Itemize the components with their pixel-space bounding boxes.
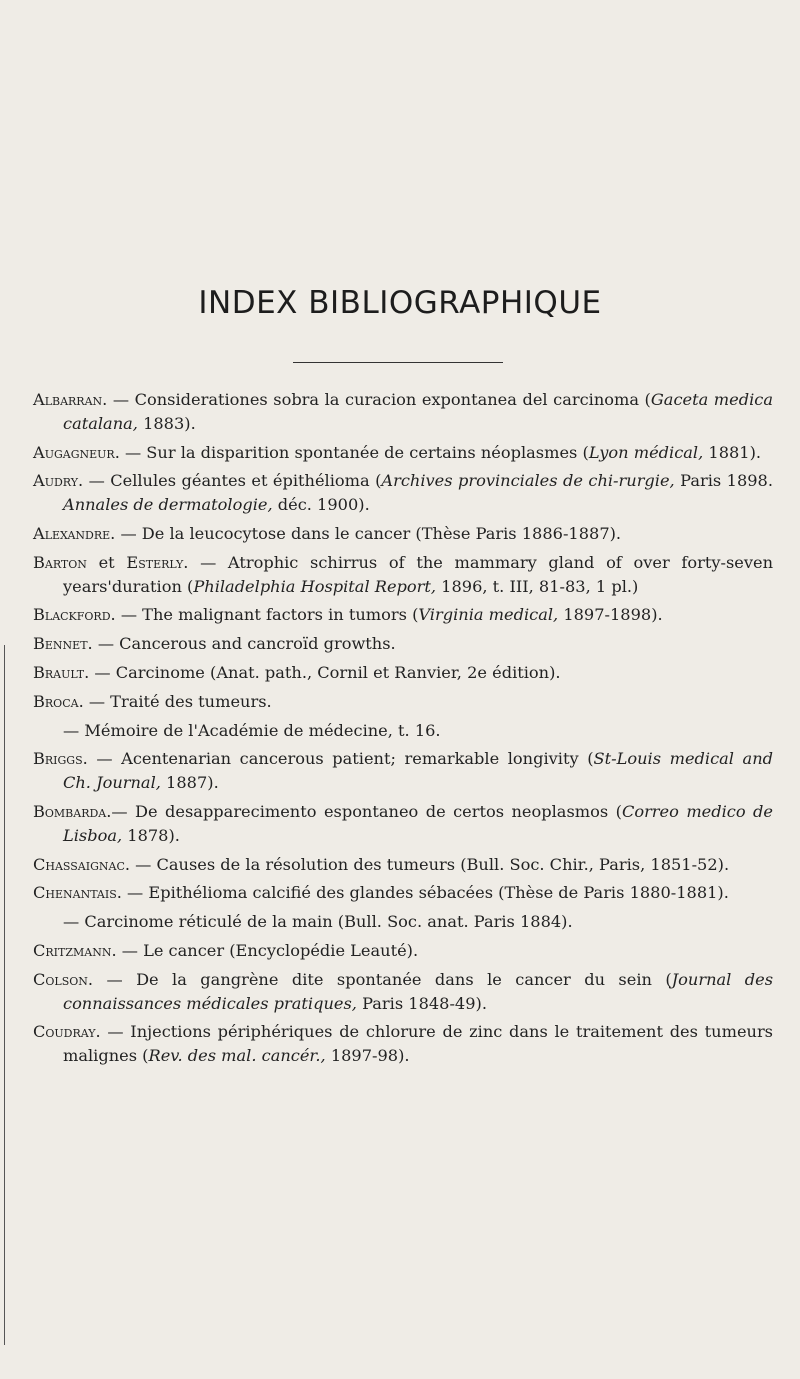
bibliography-entry [33, 881, 773, 905]
entry-text: . — De la leucocytose dans le cancer (Thèse Paris 1886-1887). [110, 523, 622, 543]
entry-text: et [86, 552, 127, 572]
entry-author: Augagneur [33, 442, 115, 462]
entry-text: 1878). [122, 825, 180, 845]
entry-text: — Mémoire de l'Académie de médecine, t. 16. [63, 720, 441, 740]
entry-author: Chenantais [33, 883, 117, 903]
bibliography-entry [33, 551, 773, 599]
entry-text: — Carcinome réticulé de la main (Bull. Soc. anat. Paris 1884). [63, 912, 573, 932]
entry-author: Blackford [33, 605, 111, 625]
entry-text: . — Sur la disparition spontanée de certains néoplasmes ( [114, 442, 589, 462]
entry-source: Journal des connaissances médicales pratiques, [63, 969, 773, 1013]
entry-source: Philadelphia Hospital Report, [193, 576, 437, 596]
entry-text: .— De desapparecimento espontaneo de certos neoplasmos ( [106, 801, 622, 821]
entry-text: 1881). [703, 442, 762, 462]
bibliography-entry [33, 690, 773, 714]
entry-text: . — Traité des tumeurs. [78, 691, 272, 711]
entry-author: Barton [33, 552, 87, 572]
entry-author: Coudray [33, 1022, 96, 1042]
entry-text: . — Le cancer (Encyclopédie Leauté). [111, 940, 419, 960]
bibliography-entry [33, 1020, 773, 1068]
bibliography-entry [33, 800, 773, 848]
entry-text: Paris 1898. [674, 471, 773, 491]
entry-text: 1896, t. III, 81-83, 1 pl.) [436, 576, 639, 596]
entry-source: Gaceta medica catalana, [63, 390, 773, 433]
entry-author: Audry [33, 471, 78, 491]
entry-text: 1883). [137, 413, 196, 433]
entry-author: Critzmann [33, 940, 112, 960]
entry-author: Chassaignac [33, 854, 125, 874]
bibliography-entry [33, 719, 773, 743]
entry-text: . — Acentenarian cancerous patient; remarkable longivity ( [82, 749, 594, 769]
entry-source: Virginia medical, [418, 605, 559, 625]
entry-source: Archives provinciales de chi-rurgie, [381, 471, 675, 491]
entry-source: Lyon médical, [588, 442, 704, 462]
entry-author: Bennet [33, 634, 88, 654]
entry-text: . — Atrophic schirrus of the mammary gland of over forty-seven years'duration ( [63, 552, 773, 596]
entry-text: . — De la gangrène dite spontanée dans le cancer du sein ( [87, 969, 672, 989]
entry-text: . — Considerationes sobra la curacion expontanea del carcinoma ( [102, 390, 651, 409]
bibliography-entry [33, 910, 773, 934]
entry-text: . — Epithélioma calcifié des glandes sébacées (Thèse de Paris 1880-1881). [116, 883, 729, 903]
entry-text: Paris 1848-49). [356, 993, 487, 1013]
entry-source: Correo medico de Lisboa, [63, 801, 773, 845]
entry-source: Annales de dermatologie, [63, 495, 273, 515]
entry-source: Rev. des mal. cancér., [148, 1046, 326, 1066]
bibliography-entry [33, 522, 773, 546]
entry-author: Albarran [33, 390, 103, 409]
bibliography-entry [33, 469, 773, 517]
entry-text: . — Carcinome (Anat. path., Cornil et Ranvier, 2e édition). [84, 662, 561, 682]
entry-author: Colson [33, 969, 88, 989]
entry-author: Broca [33, 691, 79, 711]
bibliography-entry [33, 632, 773, 656]
bibliography-entry [33, 603, 773, 627]
bibliography-list [33, 388, 773, 1073]
entry-text: . — Causes de la résolution des tumeurs (Bull. Soc. Chir., Paris, 1851-52). [124, 854, 730, 874]
entry-source: St-Louis medical and Ch. Journal, [63, 749, 773, 793]
bibliography-entry [33, 853, 773, 877]
entry-text: . — Cellules géantes et épithélioma ( [78, 471, 382, 491]
page-title: INDEX BIBLIOGRAPHIQUE [198, 285, 602, 321]
entry-author: Bombarda [33, 801, 107, 821]
margin-line [4, 645, 5, 1345]
bibliography-entry [33, 939, 773, 963]
entry-text: 1897-1898). [558, 605, 663, 625]
bibliography-entry [33, 441, 773, 465]
entry-text: . — Cancerous and cancroïd growths. [87, 634, 396, 654]
entry-text: 1887). [160, 773, 219, 793]
bibliography-entry [33, 747, 773, 795]
bibliography-entry [33, 968, 773, 1016]
entry-text: . — Injections périphériques de chlorure de zinc dans le traitement des tumeurs malignes ( [63, 1022, 773, 1066]
bibliography-entry [33, 661, 773, 685]
entry-text: 1897-98). [325, 1046, 410, 1066]
entry-author: Alexandre [33, 523, 111, 543]
entry-author: Brault [33, 662, 85, 682]
entry-coauthor: Esterly [126, 552, 184, 572]
entry-author: Briggs [33, 749, 83, 769]
entry-text: déc. 1900). [272, 495, 370, 515]
entry-text: . — The malignant factors in tumors ( [110, 605, 419, 625]
bibliography-entry [33, 388, 773, 436]
title-rule [293, 362, 503, 363]
